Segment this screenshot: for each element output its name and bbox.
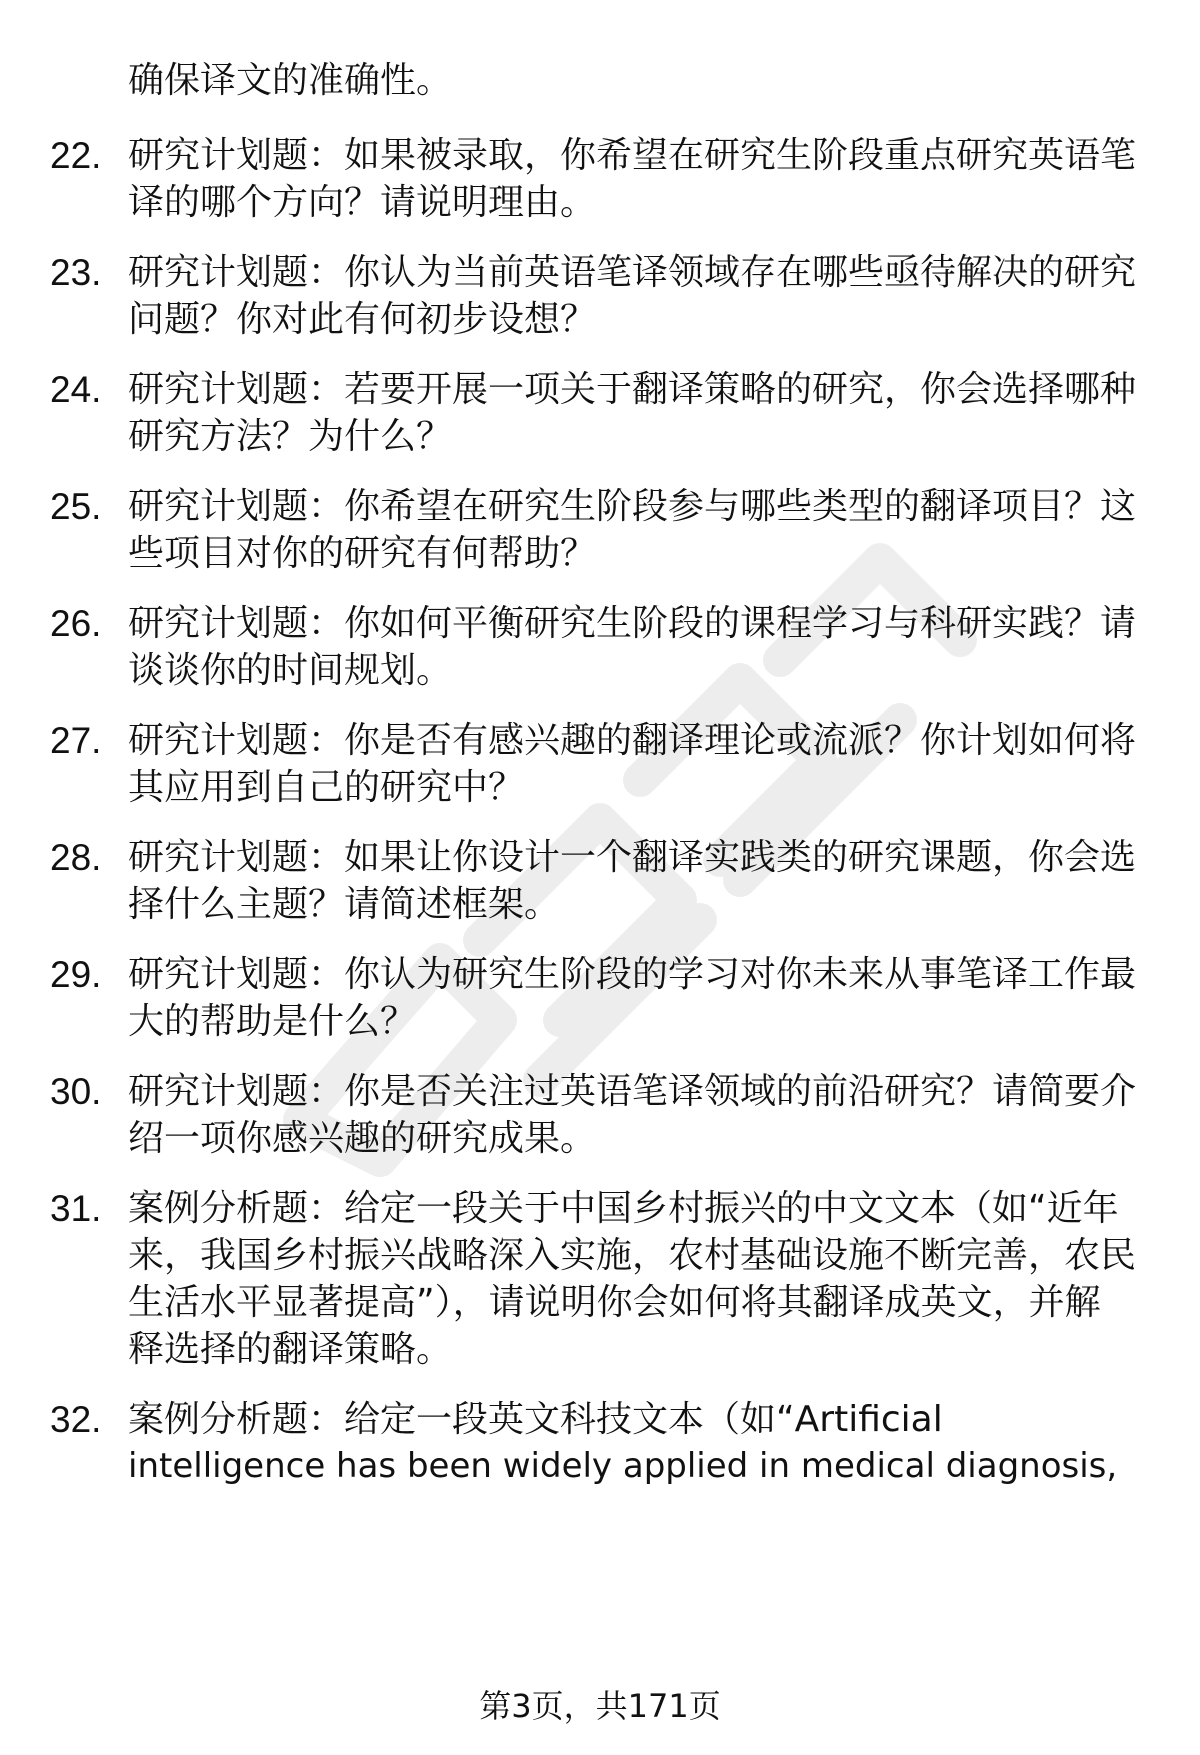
question-30 xyxy=(50,1068,1150,1162)
question-29 xyxy=(50,951,1150,1045)
question-27 xyxy=(50,717,1150,811)
question-line: 释选择的翻译策略。 xyxy=(128,1329,453,1370)
question-24 xyxy=(50,366,1150,460)
question-number: 31. xyxy=(50,1188,102,1229)
question-number: 29. xyxy=(50,954,102,995)
question-line: 大的帮助是什么？ xyxy=(128,1001,417,1042)
continuation-text: 确保译文的准确性。 xyxy=(128,60,453,101)
question-line: 案例分析题：给定一段英文科技文本（如“Artificial xyxy=(128,1399,943,1440)
question-number: 23. xyxy=(50,252,102,293)
question-line: 案例分析题：给定一段关于中国乡村振兴的中文文本（如“近年 xyxy=(128,1188,1119,1229)
question-line: 研究计划题：如果让你设计一个翻译实践类的研究课题，你会选 xyxy=(128,837,1137,878)
question-line: 译的哪个方向？请说明理由。 xyxy=(128,182,597,223)
question-line: 其应用到自己的研究中？ xyxy=(128,767,525,808)
question-line: 研究计划题：你认为当前英语笔译领域存在哪些亟待解决的研究 xyxy=(128,252,1137,293)
question-22 xyxy=(50,132,1150,226)
question-line: 些项目对你的研究有何帮助？ xyxy=(128,533,597,574)
page-footer: 第3页，共171页 xyxy=(479,1687,721,1725)
question-line: 研究计划题：你是否有感兴趣的翻译理论或流派？你计划如何将 xyxy=(128,720,1137,761)
question-number: 24. xyxy=(50,369,102,410)
question-line: 研究计划题：若要开展一项关于翻译策略的研究，你会选择哪种 xyxy=(128,369,1137,410)
question-line: 研究计划题：你希望在研究生阶段参与哪些类型的翻译项目？这 xyxy=(128,486,1137,527)
question-number: 28. xyxy=(50,837,102,878)
question-line: 谈谈你的时间规划。 xyxy=(128,650,453,691)
question-line: 研究计划题：你认为研究生阶段的学习对你未来从事笔译工作最 xyxy=(128,954,1137,995)
question-number: 25. xyxy=(50,486,102,527)
question-28 xyxy=(50,834,1150,928)
question-line: 来，我国乡村振兴战略深入实施，农村基础设施不断完善，农民 xyxy=(128,1235,1137,1276)
question-line: 择什么主题？请简述框架。 xyxy=(128,884,561,925)
question-25 xyxy=(50,483,1150,577)
question-line: 绍一项你感兴趣的研究成果。 xyxy=(128,1118,597,1159)
question-line: 生活水平显著提高”），请说明你会如何将其翻译成英文，并解 xyxy=(128,1282,1101,1323)
question-line: 研究计划题：你是否关注过英语笔译领域的前沿研究？请简要介 xyxy=(128,1071,1137,1112)
question-line: intelligence has been widely applied in medical diagnosis, xyxy=(128,1446,1118,1486)
question-number: 26. xyxy=(50,603,102,644)
question-32 xyxy=(50,1396,1150,1490)
question-31 xyxy=(50,1185,1150,1373)
question-line: 研究计划题：你如何平衡研究生阶段的课程学习与科研实践？请 xyxy=(128,603,1137,644)
question-26 xyxy=(50,600,1150,694)
question-line: 研究方法？为什么？ xyxy=(128,416,453,457)
question-23 xyxy=(50,249,1150,343)
question-number: 30. xyxy=(50,1071,102,1112)
question-number: 27. xyxy=(50,720,102,761)
question-number: 32. xyxy=(50,1399,102,1440)
question-line: 研究计划题：如果被录取，你希望在研究生阶段重点研究英语笔 xyxy=(128,135,1137,176)
question-number: 22. xyxy=(50,135,102,176)
question-line: 问题？你对此有何初步设想？ xyxy=(128,299,597,340)
